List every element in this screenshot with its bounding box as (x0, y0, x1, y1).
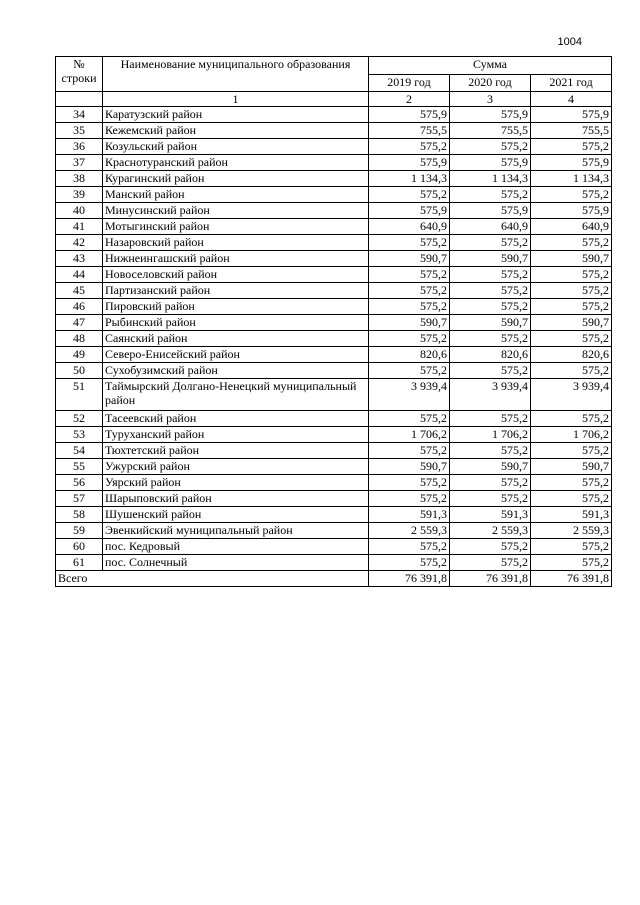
year-amount: 755,5 (531, 123, 612, 139)
table-row (56, 139, 612, 155)
year-amount: 575,2 (369, 475, 450, 491)
table-row (56, 251, 612, 267)
year-amount: 2 559,3 (450, 523, 531, 539)
year-amount: 575,2 (369, 443, 450, 459)
table-row (56, 539, 612, 555)
row-number: 35 (56, 123, 103, 139)
header-index: 1 (103, 92, 369, 107)
row-number: 43 (56, 251, 103, 267)
row-number: 44 (56, 267, 103, 283)
year-amount: 575,2 (369, 267, 450, 283)
header-year: 2019 год (369, 74, 450, 92)
municipality-name: Шарыповский район (103, 491, 369, 507)
municipality-name: Туруханский район (103, 427, 369, 443)
year-amount: 575,9 (450, 107, 531, 123)
table-row (56, 203, 612, 219)
municipality-name: Тюхтетский район (103, 443, 369, 459)
year-amount: 2 559,3 (531, 523, 612, 539)
municipality-name: Каратузский район (103, 107, 369, 123)
municipality-name: Таймырский Долгано-Ненецкий муниципальный район (103, 379, 369, 411)
row-number: 60 (56, 539, 103, 555)
row-number: 61 (56, 555, 103, 571)
municipality-name: Уярский район (103, 475, 369, 491)
year-amount: 640,9 (531, 219, 612, 235)
year-amount: 575,2 (369, 539, 450, 555)
year-amount: 590,7 (369, 459, 450, 475)
year-amount: 640,9 (450, 219, 531, 235)
year-amount: 1 134,3 (369, 171, 450, 187)
year-amount: 575,2 (450, 555, 531, 571)
municipality-name: Шушенский район (103, 507, 369, 523)
municipality-name: Партизанский район (103, 283, 369, 299)
table-row (56, 123, 612, 139)
total-value: 76 391,8 (450, 571, 531, 587)
year-amount: 590,7 (531, 315, 612, 331)
table-row (56, 315, 612, 331)
year-amount: 1 706,2 (450, 427, 531, 443)
year-amount: 575,9 (531, 107, 612, 123)
municipality-name: Курагинский район (103, 171, 369, 187)
municipality-name: Нижнеингашский район (103, 251, 369, 267)
table-body (56, 107, 612, 571)
year-amount: 575,2 (450, 443, 531, 459)
year-amount: 575,2 (450, 539, 531, 555)
year-amount: 575,2 (531, 299, 612, 315)
year-amount: 820,6 (450, 347, 531, 363)
table-row (56, 299, 612, 315)
year-amount: 820,6 (369, 347, 450, 363)
municipality-name: Рыбинский район (103, 315, 369, 331)
table-row (56, 523, 612, 539)
year-amount: 575,2 (531, 491, 612, 507)
year-amount: 575,2 (450, 363, 531, 379)
year-amount: 575,9 (369, 107, 450, 123)
year-amount: 3 939,4 (369, 379, 450, 411)
header-index: 2 (369, 92, 450, 107)
row-number: 36 (56, 139, 103, 155)
year-amount: 591,3 (531, 507, 612, 523)
year-amount: 575,9 (369, 155, 450, 171)
table-row (56, 283, 612, 299)
year-amount: 575,2 (450, 235, 531, 251)
table-row (56, 507, 612, 523)
year-amount: 2 559,3 (369, 523, 450, 539)
year-amount: 590,7 (369, 315, 450, 331)
municipality-name: Мотыгинский район (103, 219, 369, 235)
year-amount: 575,2 (450, 299, 531, 315)
table-row (56, 427, 612, 443)
year-amount: 575,2 (531, 267, 612, 283)
row-number: 45 (56, 283, 103, 299)
year-amount: 575,2 (369, 331, 450, 347)
total-label: Всего (56, 571, 369, 587)
table-row (56, 347, 612, 363)
year-amount: 575,2 (531, 443, 612, 459)
municipality-name: Назаровский район (103, 235, 369, 251)
total-value: 76 391,8 (369, 571, 450, 587)
municipality-name: Ужурский район (103, 459, 369, 475)
municipality-name: Северо-Енисейский район (103, 347, 369, 363)
year-amount: 575,2 (450, 331, 531, 347)
municipality-name: Сухобузимский район (103, 363, 369, 379)
row-number: 56 (56, 475, 103, 491)
table-row (56, 491, 612, 507)
table-row (56, 555, 612, 571)
year-amount: 575,2 (369, 235, 450, 251)
table-row (56, 411, 612, 427)
year-amount: 575,9 (531, 155, 612, 171)
row-number: 34 (56, 107, 103, 123)
year-amount: 575,2 (531, 187, 612, 203)
row-number: 47 (56, 315, 103, 331)
year-amount: 575,2 (531, 539, 612, 555)
header-index: 3 (450, 92, 531, 107)
year-amount: 1 134,3 (450, 171, 531, 187)
row-number: 40 (56, 203, 103, 219)
year-amount: 575,9 (450, 203, 531, 219)
municipality-name: Краснотуранский район (103, 155, 369, 171)
year-amount: 575,9 (450, 155, 531, 171)
table-row (56, 475, 612, 491)
municipality-name: Пировский район (103, 299, 369, 315)
year-amount: 575,9 (531, 203, 612, 219)
year-amount: 591,3 (450, 507, 531, 523)
row-number: 59 (56, 523, 103, 539)
row-number: 50 (56, 363, 103, 379)
row-number: 38 (56, 171, 103, 187)
header-year: 2021 год (531, 74, 612, 92)
year-amount: 575,2 (450, 267, 531, 283)
year-amount: 575,2 (369, 187, 450, 203)
row-number: 46 (56, 299, 103, 315)
year-amount: 575,2 (369, 299, 450, 315)
table-row (56, 219, 612, 235)
row-number: 48 (56, 331, 103, 347)
municipality-name: Козульский район (103, 139, 369, 155)
row-number: 53 (56, 427, 103, 443)
table-row (56, 235, 612, 251)
year-amount: 3 939,4 (450, 379, 531, 411)
year-amount: 575,2 (531, 363, 612, 379)
header-municipality-name: Наименование муниципального образования (103, 57, 369, 92)
year-amount: 575,2 (369, 139, 450, 155)
row-number: 51 (56, 379, 103, 411)
header-row-number: № строки (56, 57, 103, 92)
year-amount: 575,2 (531, 411, 612, 427)
municipality-name: Минусинский район (103, 203, 369, 219)
row-number: 57 (56, 491, 103, 507)
year-amount: 575,2 (369, 555, 450, 571)
year-amount: 755,5 (450, 123, 531, 139)
year-amount: 575,2 (531, 283, 612, 299)
table-row (56, 379, 612, 411)
year-amount: 575,9 (369, 203, 450, 219)
header-index (56, 92, 103, 107)
row-number: 58 (56, 507, 103, 523)
year-amount: 590,7 (450, 315, 531, 331)
year-amount: 590,7 (531, 459, 612, 475)
year-amount: 3 939,4 (531, 379, 612, 411)
year-amount: 575,2 (369, 411, 450, 427)
table-row (56, 171, 612, 187)
year-amount: 575,2 (450, 283, 531, 299)
total-row (56, 571, 612, 587)
year-amount: 575,2 (531, 475, 612, 491)
year-amount: 575,2 (369, 491, 450, 507)
year-amount: 575,2 (369, 283, 450, 299)
row-number: 52 (56, 411, 103, 427)
header-year: 2020 год (450, 74, 531, 92)
municipality-name: пос. Солнечный (103, 555, 369, 571)
row-number: 55 (56, 459, 103, 475)
municipality-name: Кежемский район (103, 123, 369, 139)
year-amount: 640,9 (369, 219, 450, 235)
year-amount: 591,3 (369, 507, 450, 523)
municipality-name: пос. Кедровый (103, 539, 369, 555)
row-number: 49 (56, 347, 103, 363)
table-row (56, 155, 612, 171)
table-row (56, 363, 612, 379)
row-number: 41 (56, 219, 103, 235)
row-number: 54 (56, 443, 103, 459)
year-amount: 575,2 (531, 235, 612, 251)
year-amount: 575,2 (531, 555, 612, 571)
municipality-name: Новоселовский район (103, 267, 369, 283)
table-row (56, 459, 612, 475)
municipality-name: Манский район (103, 187, 369, 203)
year-amount: 590,7 (531, 251, 612, 267)
year-amount: 1 706,2 (369, 427, 450, 443)
year-amount: 575,2 (450, 411, 531, 427)
page-number: 1004 (557, 36, 582, 48)
year-amount: 590,7 (369, 251, 450, 267)
year-amount: 590,7 (450, 459, 531, 475)
year-amount: 575,2 (450, 491, 531, 507)
municipality-name: Тасеевский район (103, 411, 369, 427)
table-row (56, 187, 612, 203)
year-amount: 590,7 (450, 251, 531, 267)
table-row (56, 443, 612, 459)
row-number: 37 (56, 155, 103, 171)
year-amount: 575,2 (450, 139, 531, 155)
table-row (56, 107, 612, 123)
year-amount: 575,2 (450, 475, 531, 491)
year-amount: 575,2 (369, 363, 450, 379)
year-amount: 575,2 (450, 187, 531, 203)
year-amount: 575,2 (531, 331, 612, 347)
year-amount: 1 706,2 (531, 427, 612, 443)
header-index: 4 (531, 92, 612, 107)
municipality-name: Саянский район (103, 331, 369, 347)
table-row (56, 267, 612, 283)
header-sum: Сумма (369, 57, 612, 75)
municipality-name: Эвенкийский муниципальный район (103, 523, 369, 539)
row-number: 39 (56, 187, 103, 203)
allocation-table (55, 56, 612, 587)
year-amount: 755,5 (369, 123, 450, 139)
year-amount: 575,2 (531, 139, 612, 155)
year-amount: 820,6 (531, 347, 612, 363)
year-amount: 1 134,3 (531, 171, 612, 187)
row-number: 42 (56, 235, 103, 251)
table-row (56, 331, 612, 347)
total-value: 76 391,8 (531, 571, 612, 587)
